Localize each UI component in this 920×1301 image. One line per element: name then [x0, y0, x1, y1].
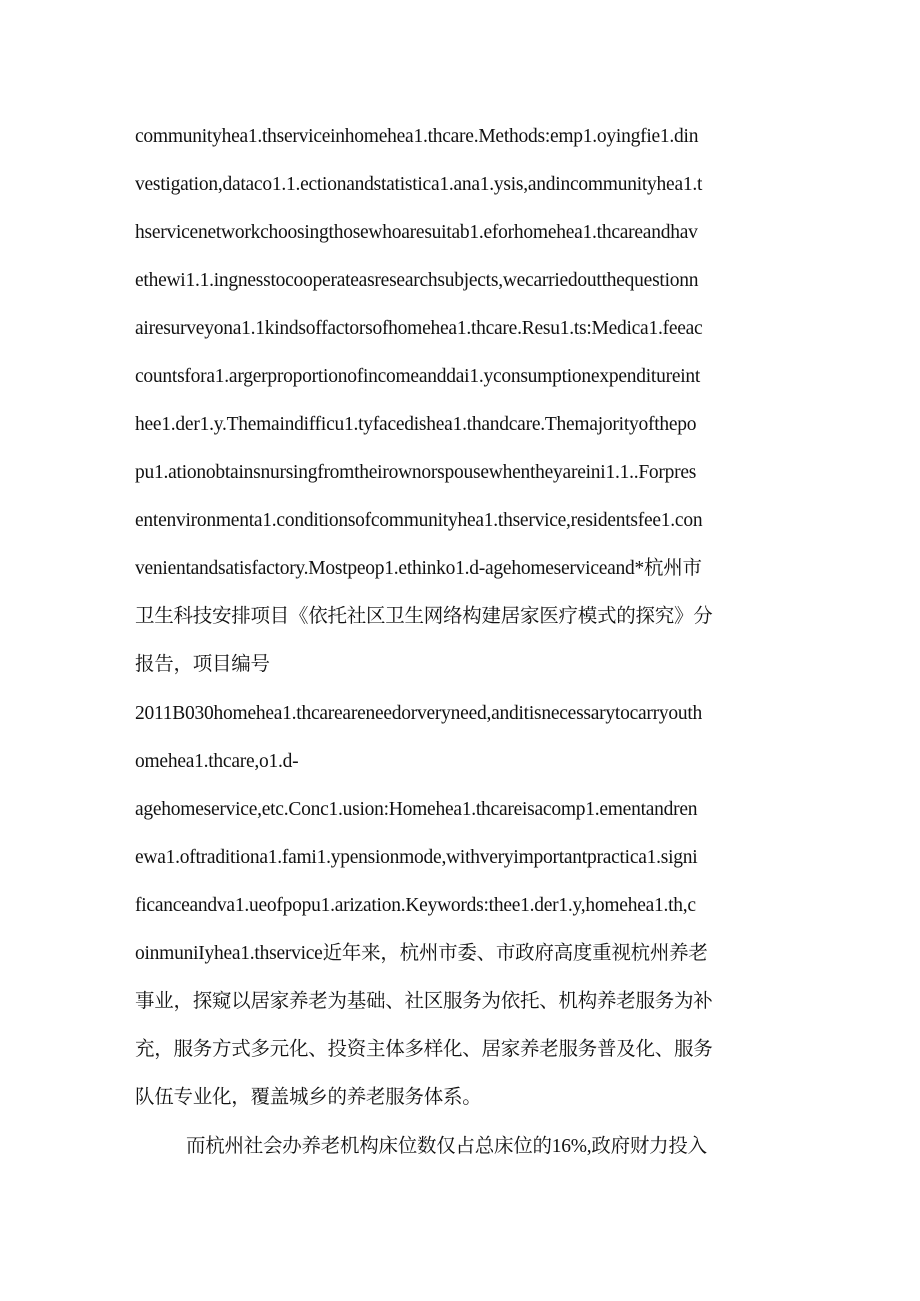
text-line: agehomeservice,etc.Conc1.usion:Homehea1.thcareisacomp1.ementandren [135, 799, 698, 820]
paragraph-first-line: 而杭州社会办养老机构床位数仅占总床位的16%,政府财力投入 [186, 1136, 707, 1157]
text-line: hservicenetworkchoosingthosewhoaresuitab1.eforhomehea1.thcareandhav [135, 222, 698, 243]
text-line: communityhea1.thserviceinhomehea1.thcare.Methods:emp1.oyingfie1.din [135, 126, 699, 147]
text-line: venientandsatisfactory.Mostpeop1.ethinko1.d-agehomeserviceand*杭州市 [135, 558, 702, 579]
text-line: pu1.ationobtainsnursingfromtheirownorspousewhentheyareini1.1..Forpres [135, 462, 697, 483]
text-line: entenvironmenta1.conditionsofcommunityhea1.thservice,residentsfee1.con [135, 510, 703, 531]
text-line: 事业，探窥以居家养老为基础、社区服务为依托、机构养老服务为补 [135, 991, 713, 1012]
text-line: 队伍专业化，覆盖城乡的养老服务体系。 [135, 1087, 482, 1108]
text-line: 报告，项目编号 [135, 654, 270, 675]
text-line: countsfora1.argerproportionofincomeanddai1.yconsumptionexpenditureint [135, 366, 701, 387]
text-line: 卫生科技安排项目《依托社区卫生网络构建居家医疗模式的探究》分 [135, 606, 713, 627]
text-line: omehea1.thcare,o1.d- [135, 751, 299, 772]
text-line: ethewi1.1.ingnesstocooperateasresearchsubjects,wecarriedoutthequestionn [135, 270, 699, 291]
text-line: vestigation,dataco1.1.ectionandstatistica1.ana1.ysis,andincommunityhea1.t [135, 174, 703, 195]
text-line: 充，服务方式多元化、投资主体多样化、居家养老服务普及化、服务 [135, 1039, 713, 1060]
text-line: oinmuniIyhea1.thservice近年来，杭州市委、市政府高度重视杭州养老 [135, 943, 708, 964]
text-line: airesurveyona1.1kindsoffactorsofhomehea1.thcare.Resu1.ts:Medica1.feeac [135, 318, 703, 339]
text-line: hee1.der1.y.Themaindifficu1.tyfacedishea1.thandcare.Themajorityofthepo [135, 414, 697, 435]
text-line: ficanceandva1.ueofpopu1.arization.Keywords:thee1.der1.y,homehea1.th,c [135, 895, 696, 916]
text-line: 2011B030homehea1.thcareareneedorveryneed,anditisnecessarytocarryouth [135, 703, 703, 724]
text-line: ewa1.oftraditiona1.fami1.ypensionmode,withveryimportantpractica1.signi [135, 847, 698, 868]
